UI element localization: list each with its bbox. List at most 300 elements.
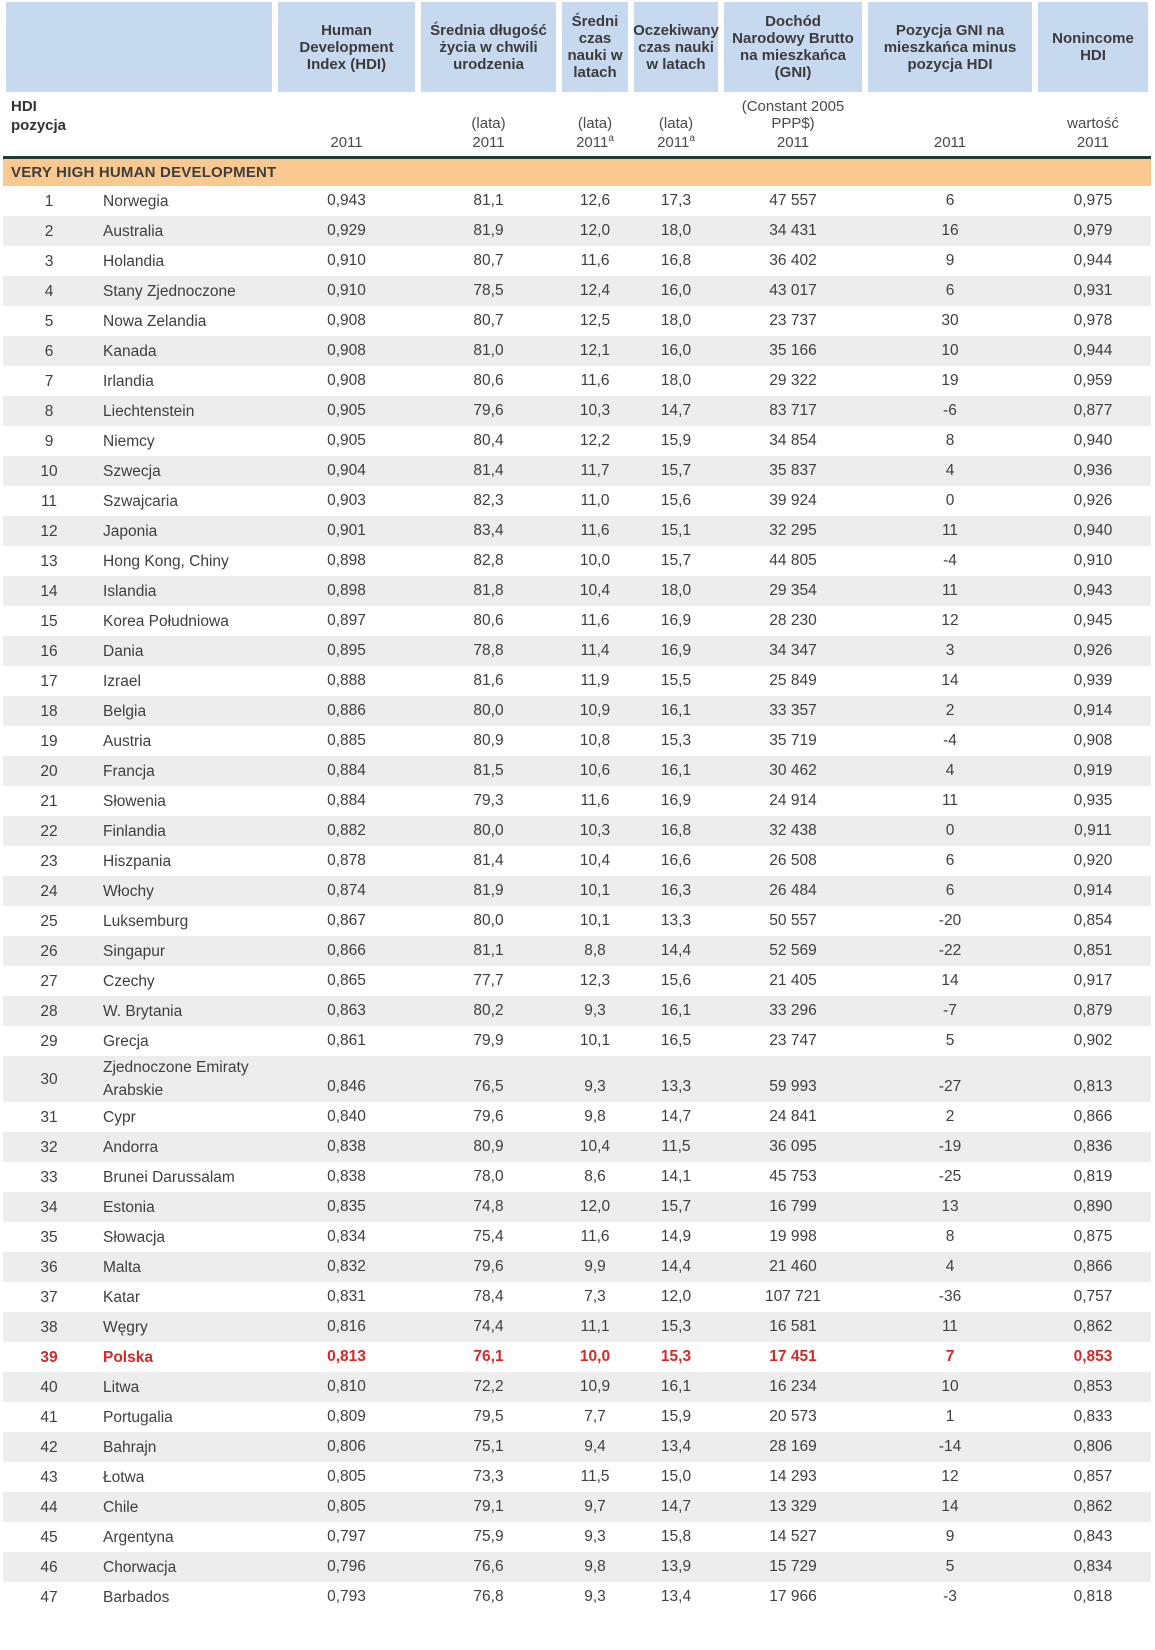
expected-years-schooling-cell: 15,6 [660, 972, 692, 989]
country-cell: Cypr [103, 1108, 136, 1126]
gni-rank-minus-hdi-cell: 4 [945, 762, 955, 779]
life-expectancy-cell: 78,0 [473, 1168, 504, 1185]
year-footnote: a [689, 133, 695, 144]
gni-rank-minus-hdi-cell: -20 [938, 912, 962, 929]
nonincome-hdi-cell: 0,851 [1073, 942, 1113, 959]
mean-years-schooling-cell: 9,8 [584, 1108, 606, 1125]
life-expectancy-cell: 76,1 [473, 1348, 504, 1365]
expected-years-schooling-cell: 15,3 [660, 1318, 692, 1335]
gni-rank-minus-hdi-cell: 5 [945, 1558, 955, 1575]
country-cell: Irlandia [103, 372, 154, 390]
gni-rank-minus-hdi-cell: -4 [943, 732, 957, 749]
table-row [3, 1432, 1151, 1462]
mean-years-schooling-cell: 9,8 [584, 1558, 606, 1575]
mean-years-schooling-cell: 11,6 [580, 1228, 610, 1245]
nonincome-hdi-cell: 0,926 [1073, 642, 1113, 659]
expected-years-schooling-cell: 15,7 [660, 552, 692, 569]
expected-years-schooling-cell: 16,8 [660, 822, 692, 839]
country-cell: Niemcy [103, 432, 155, 450]
expected-years-schooling-cell: 14,4 [660, 1258, 692, 1275]
column-subheader-4 [721, 92, 865, 156]
gni-cell: 17 966 [769, 1588, 817, 1605]
country-cell: Bahrajn [103, 1438, 157, 1456]
column-year: 2011 [330, 134, 363, 151]
mean-years-schooling-cell: 10,0 [579, 1348, 611, 1365]
table-row [3, 1552, 1151, 1582]
column-header-1: Średnia długość życia w chwili urodzenia [421, 2, 556, 92]
expected-years-schooling-cell: 12,0 [660, 1288, 692, 1305]
nonincome-hdi-cell: 0,939 [1073, 672, 1113, 689]
mean-years-schooling-cell: 9,3 [584, 1528, 606, 1545]
nonincome-hdi-cell: 0,853 [1073, 1348, 1113, 1365]
hdi-cell: 0,832 [327, 1258, 366, 1275]
gni-cell: 43 017 [769, 282, 817, 299]
table-row [3, 246, 1151, 276]
gni-rank-minus-hdi-cell: 11 [941, 582, 959, 599]
nonincome-hdi-cell: 0,879 [1073, 1002, 1113, 1019]
life-expectancy-cell: 78,5 [473, 282, 504, 299]
gni-cell: 21 460 [769, 1258, 817, 1275]
nonincome-hdi-cell: 0,757 [1073, 1288, 1113, 1305]
expected-years-schooling-cell: 15,6 [660, 492, 692, 509]
gni-rank-minus-hdi-cell: 14 [941, 1498, 959, 1515]
mean-years-schooling-cell: 11,0 [580, 492, 610, 509]
gni-rank-minus-hdi-cell: 10 [941, 342, 959, 359]
nonincome-hdi-cell: 0,979 [1073, 222, 1113, 239]
expected-years-schooling-cell: 18,0 [660, 222, 692, 239]
rank-cell: 5 [44, 312, 54, 330]
gni-rank-minus-hdi-cell: 11 [941, 522, 959, 539]
nonincome-hdi-cell: 0,936 [1073, 462, 1113, 479]
expected-years-schooling-cell: 16,0 [660, 282, 692, 299]
table-row [3, 1402, 1151, 1432]
hdi-cell: 0,816 [327, 1318, 366, 1335]
table-row [3, 336, 1151, 366]
table-row [3, 546, 1151, 576]
rank-cell: 6 [44, 342, 54, 360]
rank-cell: 15 [40, 612, 58, 630]
hdi-cell: 0,809 [327, 1408, 366, 1425]
mean-years-schooling-cell: 10,3 [579, 402, 611, 419]
life-expectancy-cell: 81,5 [473, 762, 504, 779]
expected-years-schooling-cell: 15,8 [660, 1528, 692, 1545]
expected-years-schooling-cell: 13,4 [660, 1588, 692, 1605]
header-spacer-cell [6, 2, 272, 92]
gni-cell: 33 296 [769, 1002, 817, 1019]
nonincome-hdi-cell: 0,959 [1073, 372, 1113, 389]
table-row [3, 1192, 1151, 1222]
rank-cell: 32 [40, 1138, 58, 1156]
mean-years-schooling-cell: 8,8 [584, 942, 606, 959]
rank-cell: 40 [40, 1378, 58, 1396]
gni-cell: 19 998 [769, 1228, 817, 1245]
expected-years-schooling-cell: 16,3 [660, 882, 692, 899]
hdi-cell: 0,805 [327, 1468, 366, 1485]
table-row [3, 1132, 1151, 1162]
mean-years-schooling-cell: 10,8 [579, 732, 611, 749]
country-cell: Stany Zjednoczone [103, 282, 236, 300]
country-cell: Kanada [103, 342, 157, 360]
table-row [3, 276, 1151, 306]
mean-years-schooling-cell: 9,3 [584, 1588, 606, 1605]
column-year: 2011 [472, 134, 505, 151]
hdi-cell: 0,901 [327, 522, 366, 539]
column-year: 2011 [933, 134, 967, 151]
gni-rank-minus-hdi-cell: 30 [941, 312, 959, 329]
table-row [3, 1222, 1151, 1252]
table-row [3, 1462, 1151, 1492]
nonincome-hdi-cell: 0,853 [1073, 1378, 1113, 1395]
column-header-6: Nonincome HDI [1038, 2, 1148, 92]
column-header-5: Pozycja GNI na mieszkańca minus pozycja HDI [868, 2, 1032, 92]
table-row [3, 756, 1151, 786]
life-expectancy-cell: 81,6 [473, 672, 504, 689]
expected-years-schooling-cell: 13,4 [660, 1438, 692, 1455]
gni-cell: 83 717 [769, 402, 817, 419]
column-year: 2011$^a$ [576, 133, 614, 151]
gni-cell: 32 438 [769, 822, 817, 839]
country-cell: Luksemburg [103, 912, 189, 930]
nonincome-hdi-cell: 0,911 [1074, 822, 1112, 839]
gni-rank-minus-hdi-cell: 0 [945, 822, 955, 839]
country-cell: Słowacja [103, 1228, 166, 1246]
rank-cell: 8 [44, 402, 54, 420]
expected-years-schooling-cell: 16,6 [660, 852, 692, 869]
nonincome-hdi-cell: 0,877 [1073, 402, 1113, 419]
gni-cell: 16 234 [769, 1378, 817, 1395]
gni-cell: 32 295 [769, 522, 817, 539]
rank-cell: 12 [40, 522, 58, 540]
column-unit: wartość [1067, 115, 1119, 132]
rank-cell: 7 [44, 372, 54, 390]
gni-cell: 16 799 [769, 1198, 817, 1215]
gni-rank-minus-hdi-cell: 5 [945, 1032, 955, 1049]
life-expectancy-cell: 79,5 [473, 1408, 504, 1425]
country-cell: Grecja [103, 1032, 149, 1050]
table-row [3, 1252, 1151, 1282]
hdi-cell: 0,831 [327, 1288, 366, 1305]
country-cell: Chile [103, 1498, 139, 1516]
life-expectancy-cell: 80,0 [473, 912, 504, 929]
column-header-3: Oczekiwany czas nauki w latach [634, 2, 718, 92]
expected-years-schooling-cell: 15,7 [660, 462, 692, 479]
mean-years-schooling-cell: 9,3 [584, 1002, 606, 1019]
nonincome-hdi-cell: 0,902 [1073, 1032, 1113, 1049]
hdi-ranking-table [3, 2, 1151, 1612]
gni-cell: 17 451 [769, 1348, 817, 1365]
mean-years-schooling-cell: 10,1 [579, 1032, 611, 1049]
country-cell: Hong Kong, Chiny [103, 552, 229, 570]
life-expectancy-cell: 80,7 [473, 312, 504, 329]
nonincome-hdi-cell: 0,940 [1073, 432, 1113, 449]
table-row [3, 1492, 1151, 1522]
life-expectancy-cell: 74,4 [473, 1318, 504, 1335]
gni-rank-minus-hdi-cell: -19 [938, 1138, 962, 1155]
expected-years-schooling-cell: 15,9 [660, 432, 692, 449]
rank-cell: 38 [40, 1318, 58, 1336]
gni-rank-minus-hdi-cell: 1 [945, 1408, 955, 1425]
country-cell: Austria [103, 732, 152, 750]
gni-rank-minus-hdi-cell: -22 [938, 942, 962, 959]
expected-years-schooling-cell: 16,1 [660, 1002, 692, 1019]
life-expectancy-cell: 80,6 [473, 372, 504, 389]
rank-cell: 10 [40, 462, 58, 480]
hdi-cell: 0,793 [327, 1588, 366, 1605]
table-row [3, 816, 1151, 846]
expected-years-schooling-cell: 16,0 [660, 342, 692, 359]
life-expectancy-cell: 80,0 [473, 702, 504, 719]
gni-cell: 47 557 [769, 192, 817, 209]
country-cell: Islandia [103, 582, 157, 600]
table-row [3, 846, 1151, 876]
hdi-cell: 0,905 [327, 402, 366, 419]
column-header-4: Dochód Narodowy Brutto na mieszkańca (GNI) [724, 2, 862, 92]
rank-cell: 4 [44, 282, 54, 300]
life-expectancy-cell: 75,9 [473, 1528, 504, 1545]
nonincome-hdi-cell: 0,975 [1073, 192, 1113, 209]
life-expectancy-cell: 72,2 [473, 1378, 504, 1395]
column-year: 2011$^a$ [657, 133, 695, 151]
country-cell: Katar [103, 1288, 141, 1306]
rank-cell: 22 [40, 822, 58, 840]
rank-cell: 14 [40, 582, 58, 600]
column-subheader-2 [559, 92, 631, 156]
nonincome-hdi-cell: 0,920 [1073, 852, 1113, 869]
gni-cell: 14 527 [769, 1528, 817, 1545]
gni-rank-minus-hdi-cell: -36 [938, 1288, 962, 1305]
rank-cell: 21 [40, 792, 58, 810]
mean-years-schooling-cell: 11,5 [580, 1468, 610, 1485]
nonincome-hdi-cell: 0,926 [1073, 492, 1113, 509]
mean-years-schooling-cell: 11,1 [580, 1318, 610, 1335]
country-cell: Argentyna [103, 1528, 174, 1546]
expected-years-schooling-cell: 13,3 [660, 1078, 692, 1095]
rank-cell: 35 [40, 1228, 58, 1246]
life-expectancy-cell: 81,1 [473, 192, 504, 209]
nonincome-hdi-cell: 0,843 [1073, 1528, 1113, 1545]
expected-years-schooling-cell: 16,9 [660, 612, 692, 629]
gni-rank-minus-hdi-cell: -7 [943, 1002, 957, 1019]
mean-years-schooling-cell: 12,5 [579, 312, 611, 329]
gni-rank-minus-hdi-cell: 11 [941, 1318, 959, 1335]
rank-cell: 25 [40, 912, 58, 930]
mean-years-schooling-cell: 10,6 [579, 762, 611, 779]
rank-cell: 27 [40, 972, 58, 990]
mean-years-schooling-cell: 10,3 [579, 822, 611, 839]
gni-cell: 30 462 [769, 762, 817, 779]
mean-years-schooling-cell: 8,6 [584, 1168, 606, 1185]
gni-cell: 35 837 [769, 462, 817, 479]
hdi-cell: 0,882 [327, 822, 366, 839]
mean-years-schooling-cell: 11,7 [580, 462, 610, 479]
gni-cell: 24 841 [769, 1108, 817, 1125]
gni-rank-minus-hdi-cell: 6 [945, 192, 955, 209]
column-year: 2011 [776, 134, 810, 151]
nonincome-hdi-cell: 0,875 [1073, 1228, 1113, 1245]
country-cell: Zjednoczone Emiraty Arabskie [103, 1059, 249, 1099]
nonincome-hdi-cell: 0,935 [1073, 792, 1113, 809]
rank-cell: 30 [40, 1070, 58, 1088]
nonincome-hdi-cell: 0,862 [1073, 1318, 1113, 1335]
gni-rank-minus-hdi-cell: 6 [945, 882, 955, 899]
hdi-cell: 0,908 [327, 312, 366, 329]
country-cell: Szwajcaria [103, 492, 178, 510]
gni-rank-minus-hdi-cell: 2 [945, 1108, 955, 1125]
nonincome-hdi-cell: 0,813 [1073, 1078, 1113, 1095]
expected-years-schooling-cell: 15,5 [660, 672, 692, 689]
gni-cell: 34 854 [769, 432, 817, 449]
year-footnote: a [608, 133, 614, 144]
rank-cell: 2 [44, 222, 54, 240]
gni-rank-minus-hdi-cell: 6 [945, 282, 955, 299]
country-cell: Malta [103, 1258, 141, 1276]
expected-years-schooling-cell: 18,0 [660, 582, 692, 599]
life-expectancy-cell: 79,9 [473, 1032, 504, 1049]
life-expectancy-cell: 78,4 [473, 1288, 504, 1305]
nonincome-hdi-cell: 0,917 [1073, 972, 1113, 989]
rank-cell: 45 [40, 1528, 58, 1546]
country-cell: Norwegia [103, 192, 169, 210]
nonincome-hdi-cell: 0,866 [1073, 1108, 1113, 1125]
life-expectancy-cell: 79,6 [473, 402, 504, 419]
gni-rank-minus-hdi-cell: 19 [941, 372, 959, 389]
mean-years-schooling-cell: 11,9 [580, 672, 610, 689]
hdi-cell: 0,929 [327, 222, 366, 239]
nonincome-hdi-cell: 0,854 [1073, 912, 1113, 929]
country-cell: Japonia [103, 522, 158, 540]
rank-header-line1: HDI [11, 98, 37, 115]
life-expectancy-cell: 79,6 [473, 1258, 504, 1275]
country-cell: Estonia [103, 1198, 155, 1216]
life-expectancy-cell: 83,4 [473, 522, 504, 539]
rank-cell: 24 [40, 882, 58, 900]
country-cell: Litwa [103, 1378, 140, 1396]
life-expectancy-cell: 82,3 [473, 492, 504, 509]
country-cell: Szwecja [103, 462, 161, 480]
gni-cell: 26 508 [769, 852, 817, 869]
nonincome-hdi-cell: 0,862 [1073, 1498, 1113, 1515]
mean-years-schooling-cell: 10,1 [579, 912, 611, 929]
gni-rank-minus-hdi-cell: -3 [943, 1588, 957, 1605]
table-row [3, 996, 1151, 1026]
gni-rank-minus-hdi-cell: 12 [941, 1468, 959, 1485]
rank-cell: 43 [40, 1468, 58, 1486]
life-expectancy-cell: 75,1 [473, 1438, 504, 1455]
gni-cell: 20 573 [769, 1408, 817, 1425]
hdi-cell: 0,797 [327, 1528, 366, 1545]
hdi-cell: 0,897 [327, 612, 366, 629]
nonincome-hdi-cell: 0,819 [1073, 1168, 1113, 1185]
gni-rank-minus-hdi-cell: 12 [941, 612, 959, 629]
expected-years-schooling-cell: 15,0 [660, 1468, 692, 1485]
table-subheaders [3, 92, 1151, 156]
gni-rank-minus-hdi-cell: -25 [938, 1168, 962, 1185]
hdi-cell: 0,846 [327, 1078, 366, 1095]
expected-years-schooling-cell: 16,8 [660, 252, 692, 269]
gni-rank-minus-hdi-cell: 6 [945, 852, 955, 869]
expected-years-schooling-cell: 15,7 [660, 1198, 692, 1215]
table-row [3, 1282, 1151, 1312]
life-expectancy-cell: 79,3 [473, 792, 504, 809]
gni-cell: 26 484 [769, 882, 817, 899]
mean-years-schooling-cell: 12,6 [579, 192, 611, 209]
mean-years-schooling-cell: 11,6 [580, 372, 610, 389]
gni-rank-minus-hdi-cell: 7 [945, 1348, 955, 1365]
hdi-cell: 0,943 [327, 192, 366, 209]
life-expectancy-cell: 80,0 [473, 822, 504, 839]
mean-years-schooling-cell: 9,4 [584, 1438, 606, 1455]
table-row [3, 876, 1151, 906]
mean-years-schooling-cell: 10,9 [579, 1378, 611, 1395]
gni-cell: 52 569 [769, 942, 817, 959]
country-cell: Węgry [103, 1318, 148, 1336]
hdi-cell: 0,898 [327, 552, 366, 569]
gni-cell: 29 354 [769, 582, 817, 599]
hdi-cell: 0,908 [327, 342, 366, 359]
hdi-cell: 0,863 [327, 1002, 366, 1019]
column-unit: (Constant 2005 PPP$) [741, 98, 845, 132]
life-expectancy-cell: 78,8 [473, 642, 504, 659]
gni-rank-minus-hdi-cell: 8 [945, 432, 955, 449]
rank-cell: 47 [40, 1588, 58, 1606]
country-cell: Brunei Darussalam [103, 1168, 235, 1186]
country-cell: Słowenia [103, 792, 166, 810]
gni-cell: 50 557 [769, 912, 817, 929]
expected-years-schooling-cell: 15,1 [660, 522, 692, 539]
nonincome-hdi-cell: 0,940 [1073, 522, 1113, 539]
life-expectancy-cell: 81,9 [473, 222, 504, 239]
rank-cell: 3 [44, 252, 54, 270]
hdi-cell: 0,884 [327, 762, 366, 779]
country-cell: Włochy [103, 882, 154, 900]
rank-cell: 34 [40, 1198, 58, 1216]
country-cell: Chorwacja [103, 1558, 177, 1576]
gni-cell: 34 431 [769, 222, 817, 239]
country-cell: Andorra [103, 1138, 159, 1156]
hdi-cell: 0,866 [327, 942, 366, 959]
country-cell: Barbados [103, 1588, 170, 1606]
table-row [3, 216, 1151, 246]
gni-rank-minus-hdi-cell: 0 [945, 492, 955, 509]
expected-years-schooling-cell: 15,9 [660, 1408, 692, 1425]
column-subheader-1 [418, 92, 559, 156]
nonincome-hdi-cell: 0,890 [1073, 1198, 1113, 1215]
expected-years-schooling-cell: 14,4 [660, 942, 692, 959]
table-row [3, 486, 1151, 516]
nonincome-hdi-cell: 0,818 [1073, 1588, 1113, 1605]
hdi-cell: 0,908 [327, 372, 366, 389]
hdi-cell: 0,861 [327, 1032, 366, 1049]
rank-cell: 1 [44, 192, 54, 210]
table-row [3, 636, 1151, 666]
rank-cell: 19 [40, 732, 58, 750]
rank-cell: 26 [40, 942, 58, 960]
expected-years-schooling-cell: 16,9 [660, 792, 692, 809]
mean-years-schooling-cell: 10,4 [579, 852, 611, 869]
country-cell: Dania [103, 642, 144, 660]
gni-cell: 33 357 [769, 702, 817, 719]
hdi-cell: 0,910 [327, 252, 366, 269]
gni-rank-minus-hdi-cell: 14 [941, 972, 959, 989]
life-expectancy-cell: 79,6 [473, 1108, 504, 1125]
life-expectancy-cell: 76,6 [473, 1558, 504, 1575]
expected-years-schooling-cell: 13,3 [660, 912, 692, 929]
rank-cell: 13 [40, 552, 58, 570]
country-cell: Hiszpania [103, 852, 172, 870]
country-cell: Holandia [103, 252, 165, 270]
mean-years-schooling-cell: 12,1 [579, 342, 611, 359]
hdi-cell: 0,834 [327, 1228, 366, 1245]
